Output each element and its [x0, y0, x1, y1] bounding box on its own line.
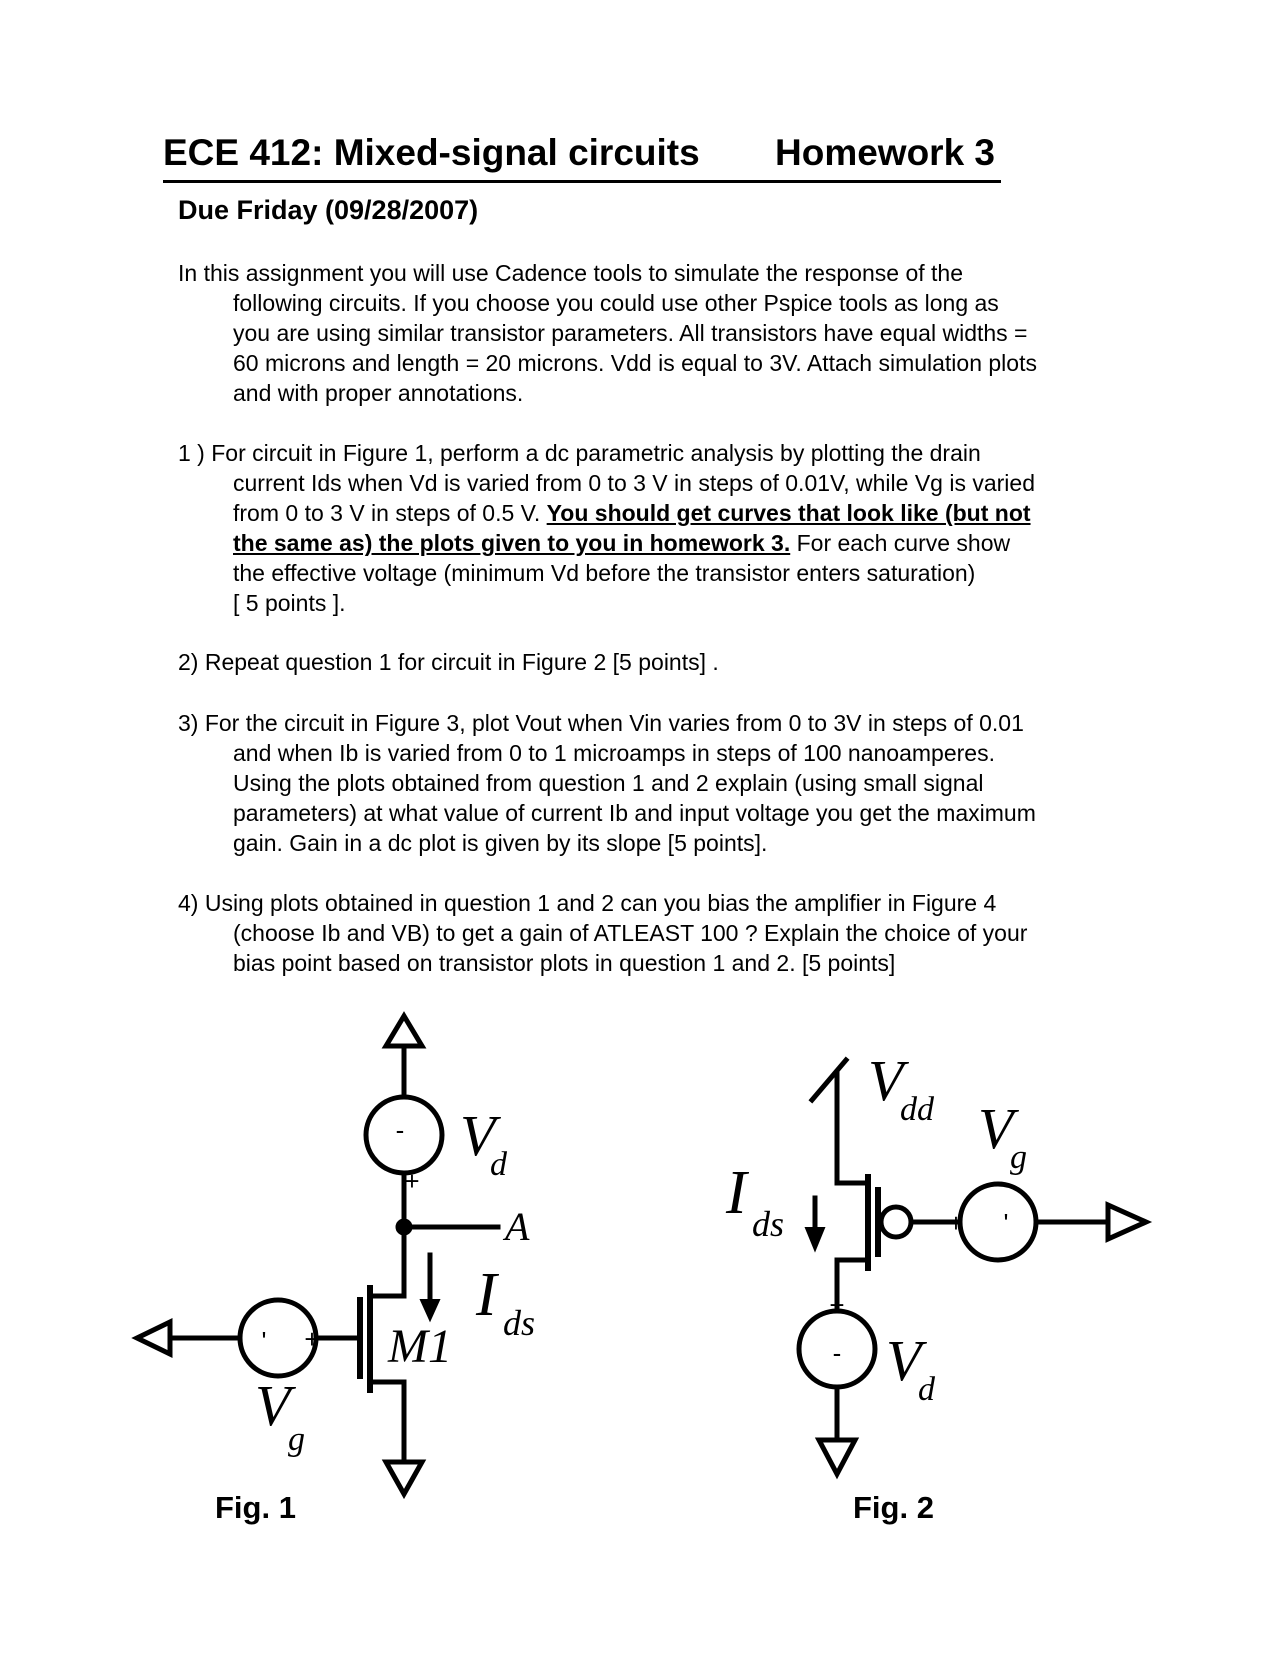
current-arrow-icon [421, 1300, 439, 1320]
fig1-vg-sub: g [288, 1421, 305, 1458]
homework-title: Homework 3 [775, 132, 996, 173]
q3-line: gain. Gain in a dc plot is given by its slope [5 points]. [233, 830, 768, 856]
intro-line: and with proper annotations. [233, 380, 524, 406]
fig2-ids-sub: ds [752, 1204, 785, 1244]
q1-line: [ 5 points ]. [233, 590, 346, 616]
q3-line: parameters) at what value of current Ib and input voltage you get the maximum [233, 800, 1036, 826]
q4-line: 4) Using plots obtained in question 1 and 2 can you bias the amplifier in Figure 4 [178, 890, 997, 916]
q1-text: For each curve show [790, 530, 1011, 556]
fig1-node-label: A [505, 1204, 530, 1249]
q1-line: the effective voltage (minimum Vd before the transistor enters saturation) [233, 560, 976, 586]
fig2-vdd-sub: dd [900, 1091, 934, 1128]
figure-1-caption: Fig. 1 [215, 1490, 296, 1525]
current-arrow-icon [806, 1228, 824, 1250]
q1-text: from 0 to 3 V in steps of 0.5 V. [233, 500, 547, 526]
course-title: ECE 412: Mixed-signal circuits [163, 132, 700, 173]
q1-line: current Ids when Vd is varied from 0 to 3 V in steps of 0.01V, while Vg is varied [233, 470, 1036, 496]
fig1-vd-plus: + [404, 1166, 420, 1196]
fig2-vg-tick: ' [1003, 1208, 1009, 1238]
q2-line: 2) Repeat question 1 for circuit in Figure 2 [5 points] . [178, 649, 719, 675]
pmos-bubble-icon [881, 1207, 911, 1237]
fig2-vg-sub: g [1010, 1139, 1027, 1176]
ground-arrow-icon [819, 1440, 855, 1474]
fig2-vdd-label: V [868, 1048, 904, 1113]
fig1-vd-minus: - [395, 1115, 405, 1145]
due-date: Due Friday (09/28/2007) [178, 195, 479, 225]
figure-2-circuit [799, 1060, 1146, 1474]
fig1-vd-label: V [460, 1103, 496, 1168]
vg-source-icon [960, 1184, 1036, 1260]
q4-line: (choose Ib and VB) to get a gain of ATLEAST 100 ? Explain the choice of your [233, 920, 1028, 946]
fig1-vg-plus: + [304, 1324, 320, 1354]
figure-1-circuit [137, 1016, 498, 1494]
q1-emphasis: the same as) the plots given to you in homework 3. [233, 530, 791, 556]
intro-line: following circuits. If you choose you could use other Pspice tools as long as [233, 290, 999, 316]
figure-2-caption: Fig. 2 [853, 1490, 934, 1525]
fig2-vg-plus: + [948, 1208, 964, 1238]
right-arrow-icon [1108, 1205, 1146, 1239]
left-arrow-icon [137, 1322, 170, 1354]
q4-line: bias point based on transistor plots in question 1 and 2. [5 points] [233, 950, 896, 976]
fig2-vd-sub: d [918, 1371, 935, 1408]
fig1-mosfet-label: M1 [388, 1320, 452, 1373]
intro-line: In this assignment you will use Cadence tools to simulate the response of the [178, 260, 963, 286]
supply-arrow-icon [386, 1016, 422, 1046]
q1-emphasis: You should get curves that look like (but not [546, 500, 1031, 526]
fig1-vg-tick: ' [261, 1326, 267, 1356]
fig2-vg-label: V [978, 1096, 1014, 1161]
fig1-vg-label: V [255, 1373, 291, 1438]
q3-line: Using the plots obtained from question 1 and 2 explain (using small signal [233, 770, 984, 796]
fig2-vd-label: V [886, 1328, 922, 1393]
fig2-ids-label: I [726, 1159, 747, 1227]
q1-line: 1 ) For circuit in Figure 1, perform a dc parametric analysis by plotting the drain [178, 440, 981, 466]
fig1-ids-sub: ds [503, 1303, 536, 1343]
fig1-ids-label: I [476, 1261, 497, 1329]
fig2-vd-minus: - [832, 1338, 842, 1368]
intro-line: you are using similar transistor parameters. All transistors have equal widths = [233, 320, 1028, 346]
q3-line: 3) For the circuit in Figure 3, plot Vout when Vin varies from 0 to 3V in steps of 0.01 [178, 710, 1024, 736]
q3-line: and when Ib is varied from 0 to 1 microamps in steps of 100 nanoamperes. [233, 740, 995, 766]
fig2-vd-plus: + [829, 1290, 845, 1320]
intro-line: 60 microns and length = 20 microns. Vdd is equal to 3V. Attach simulation plots [233, 350, 1037, 376]
ground-arrow-icon [386, 1462, 422, 1494]
fig1-vd-sub: d [490, 1146, 507, 1183]
